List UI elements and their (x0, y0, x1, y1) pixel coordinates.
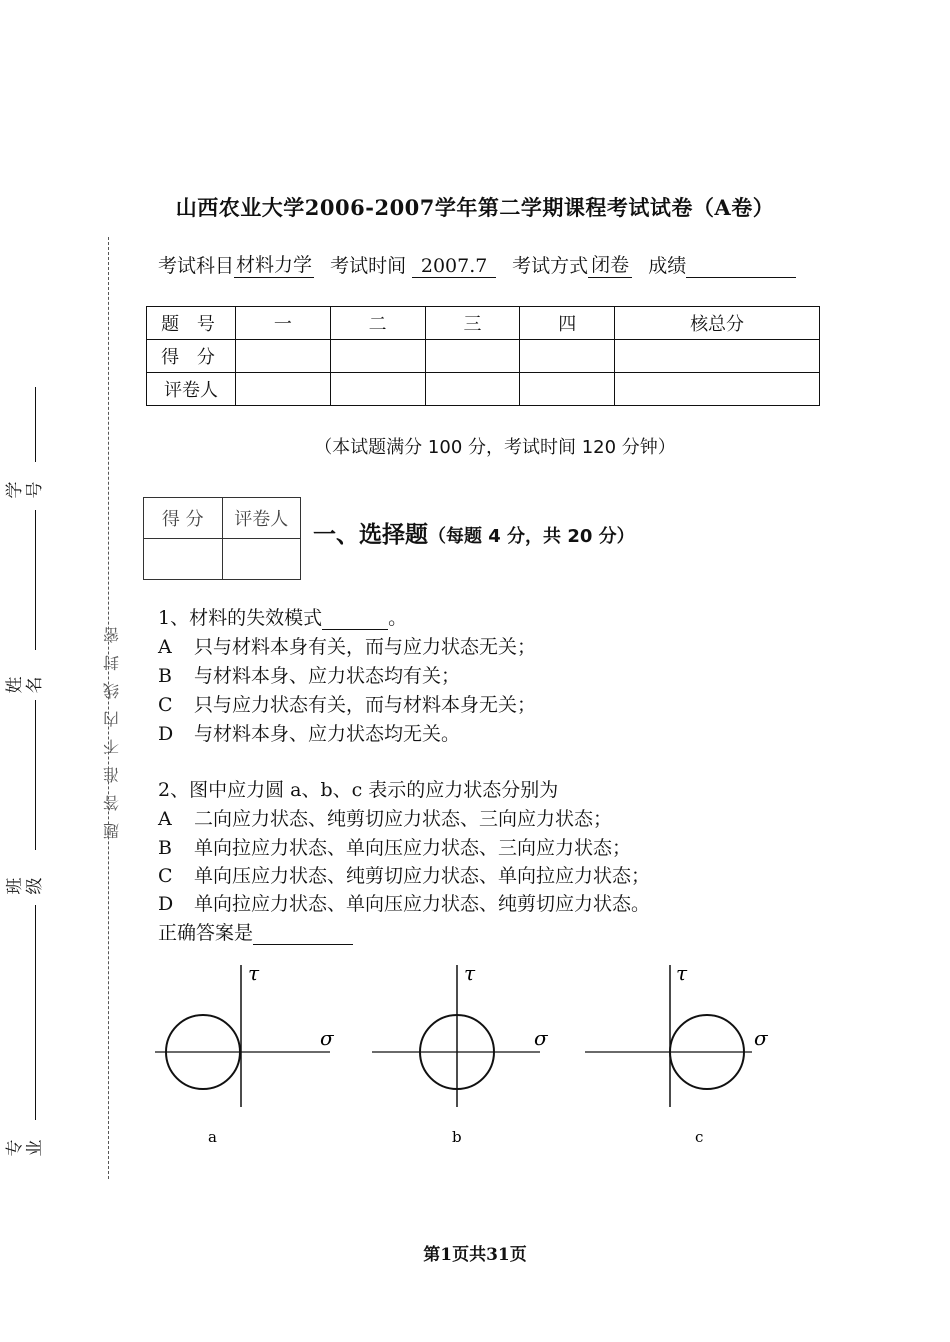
major-label: 专业 (5, 1139, 45, 1157)
option-letter: B (158, 665, 172, 687)
question-2-option-b (158, 833, 631, 860)
question-1-blank[interactable] (322, 607, 388, 630)
option-letter: D (158, 723, 174, 745)
binding-char: 题 (103, 821, 120, 840)
figure-label-a: a (208, 1128, 217, 1146)
question-1-option-d (158, 719, 460, 746)
question-1-stem (158, 603, 407, 630)
section1-title: 一、选择题 (313, 522, 428, 548)
exam-note: （本试题满分 100 分，考试时间 120 分钟） (314, 437, 676, 458)
score-cell[interactable] (425, 340, 520, 373)
answer-label: 正确答案是 (158, 922, 254, 944)
option-letter: A (158, 808, 172, 830)
mini-score-label: 得 分 (144, 498, 223, 539)
question-2-option-d (158, 889, 650, 916)
major-line[interactable] (35, 905, 36, 1120)
name-line[interactable] (35, 510, 36, 650)
section1-score-box (143, 497, 301, 580)
grader-cell[interactable] (425, 373, 520, 406)
binding-char: 密 (103, 625, 120, 644)
subject-label: 考试科目 (158, 255, 235, 277)
score-cell[interactable] (520, 340, 615, 373)
table-row (147, 307, 820, 340)
tau-label-c: τ (676, 961, 688, 985)
mini-grader-cell[interactable] (222, 539, 301, 580)
sigma-label-a: σ (320, 1026, 334, 1050)
option-letter: B (158, 837, 172, 859)
sigma-label-b: σ (534, 1026, 548, 1050)
grader-cell[interactable] (330, 373, 425, 406)
method-label: 考试方式 (512, 255, 589, 277)
row-header-grader: 评卷人 (147, 373, 236, 406)
score-label: 成绩 (648, 255, 687, 277)
time-label: 考试时间 (330, 255, 407, 277)
diagram-a (155, 961, 335, 1146)
binding-char: 线 (103, 681, 120, 700)
option-text: 单向压应力状态、纯剪切应力状态、单向拉应力状态； (194, 865, 651, 887)
class-line[interactable] (35, 700, 36, 850)
exam-info-line (158, 250, 796, 278)
section1-subtitle: （每题 4 分，共 20 分） (428, 526, 635, 547)
subject-value: 材料力学 (234, 250, 314, 278)
score-blank[interactable] (686, 255, 796, 278)
table-row (147, 373, 820, 406)
binding-warning-text (96, 620, 126, 844)
row-header-question-no: 题 号 (147, 307, 236, 340)
class-label: 班级 (5, 877, 45, 895)
time-value: 2007.7 (412, 255, 496, 278)
mohr-circles-figure (140, 955, 790, 1155)
binding-char: 答 (103, 793, 120, 812)
sigma-label-c: σ (754, 1026, 768, 1050)
option-text: 与材料本身、应力状态均无关。 (194, 723, 461, 745)
diagram-b (372, 961, 549, 1146)
tau-label-a: τ (248, 961, 260, 985)
figure-label-b: b (452, 1128, 462, 1146)
question-2-option-a (158, 804, 612, 831)
section1-heading (313, 516, 635, 549)
method-value: 闭卷 (588, 250, 632, 278)
student-id-line[interactable] (35, 387, 36, 462)
option-letter: A (158, 636, 172, 658)
table-row (147, 340, 820, 373)
mini-score-cell[interactable] (144, 539, 223, 580)
column-header-1: 一 (236, 307, 331, 340)
option-letter: C (158, 865, 173, 887)
score-cell[interactable] (615, 340, 820, 373)
option-text: 只与材料本身有关，而与应力状态无关； (194, 636, 537, 658)
row-header-score: 得 分 (147, 340, 236, 373)
option-letter: C (158, 694, 173, 716)
diagram-c (585, 961, 769, 1146)
column-header-3: 三 (425, 307, 520, 340)
question-1-text: 1、材料的失效模式 (158, 607, 323, 629)
question-2-stem: 2、图中应力圆 a、b、c 表示的应力状态分别为 (158, 779, 559, 801)
mini-grader-label: 评卷人 (222, 498, 301, 539)
option-text: 单向拉应力状态、单向压应力状态、三向应力状态； (194, 837, 632, 859)
binding-char: 内 (103, 709, 120, 728)
grader-cell[interactable] (236, 373, 331, 406)
question-1-option-c (158, 690, 536, 717)
score-cell[interactable] (236, 340, 331, 373)
exam-title: 山西农业大学2006-2007学年第二学期课程考试试卷（A卷） (175, 195, 775, 220)
grader-cell[interactable] (615, 373, 820, 406)
option-text: 单向拉应力状态、单向压应力状态、纯剪切应力状态。 (194, 893, 651, 915)
grader-cell[interactable] (520, 373, 615, 406)
option-letter: D (158, 893, 174, 915)
question-1-tail: 。 (388, 607, 408, 629)
column-header-2: 二 (330, 307, 425, 340)
column-header-4: 四 (520, 307, 615, 340)
tau-label-b: τ (464, 961, 476, 985)
binding-char: 封 (103, 653, 120, 672)
question-2-option-c (158, 861, 650, 888)
student-id-label: 学号 (5, 481, 45, 499)
answer-blank[interactable] (253, 922, 353, 945)
column-header-total: 核总分 (615, 307, 820, 340)
page-footer: 第1页共31页 (423, 1245, 527, 1265)
option-text: 与材料本身、应力状态均有关； (194, 665, 461, 687)
option-text: 二向应力状态、纯剪切应力状态、三向应力状态； (194, 808, 613, 830)
option-text: 只与应力状态有关，而与材料本身无关； (194, 694, 537, 716)
question-2-answer-line (158, 918, 353, 945)
question-1-option-b (158, 661, 460, 688)
figure-label-c: c (695, 1128, 704, 1146)
name-label: 姓名 (5, 676, 45, 694)
question-1-option-a (158, 632, 536, 659)
score-table (146, 306, 820, 406)
binding-char: 准 (103, 765, 120, 784)
binding-char: 不 (103, 737, 120, 756)
score-cell[interactable] (330, 340, 425, 373)
